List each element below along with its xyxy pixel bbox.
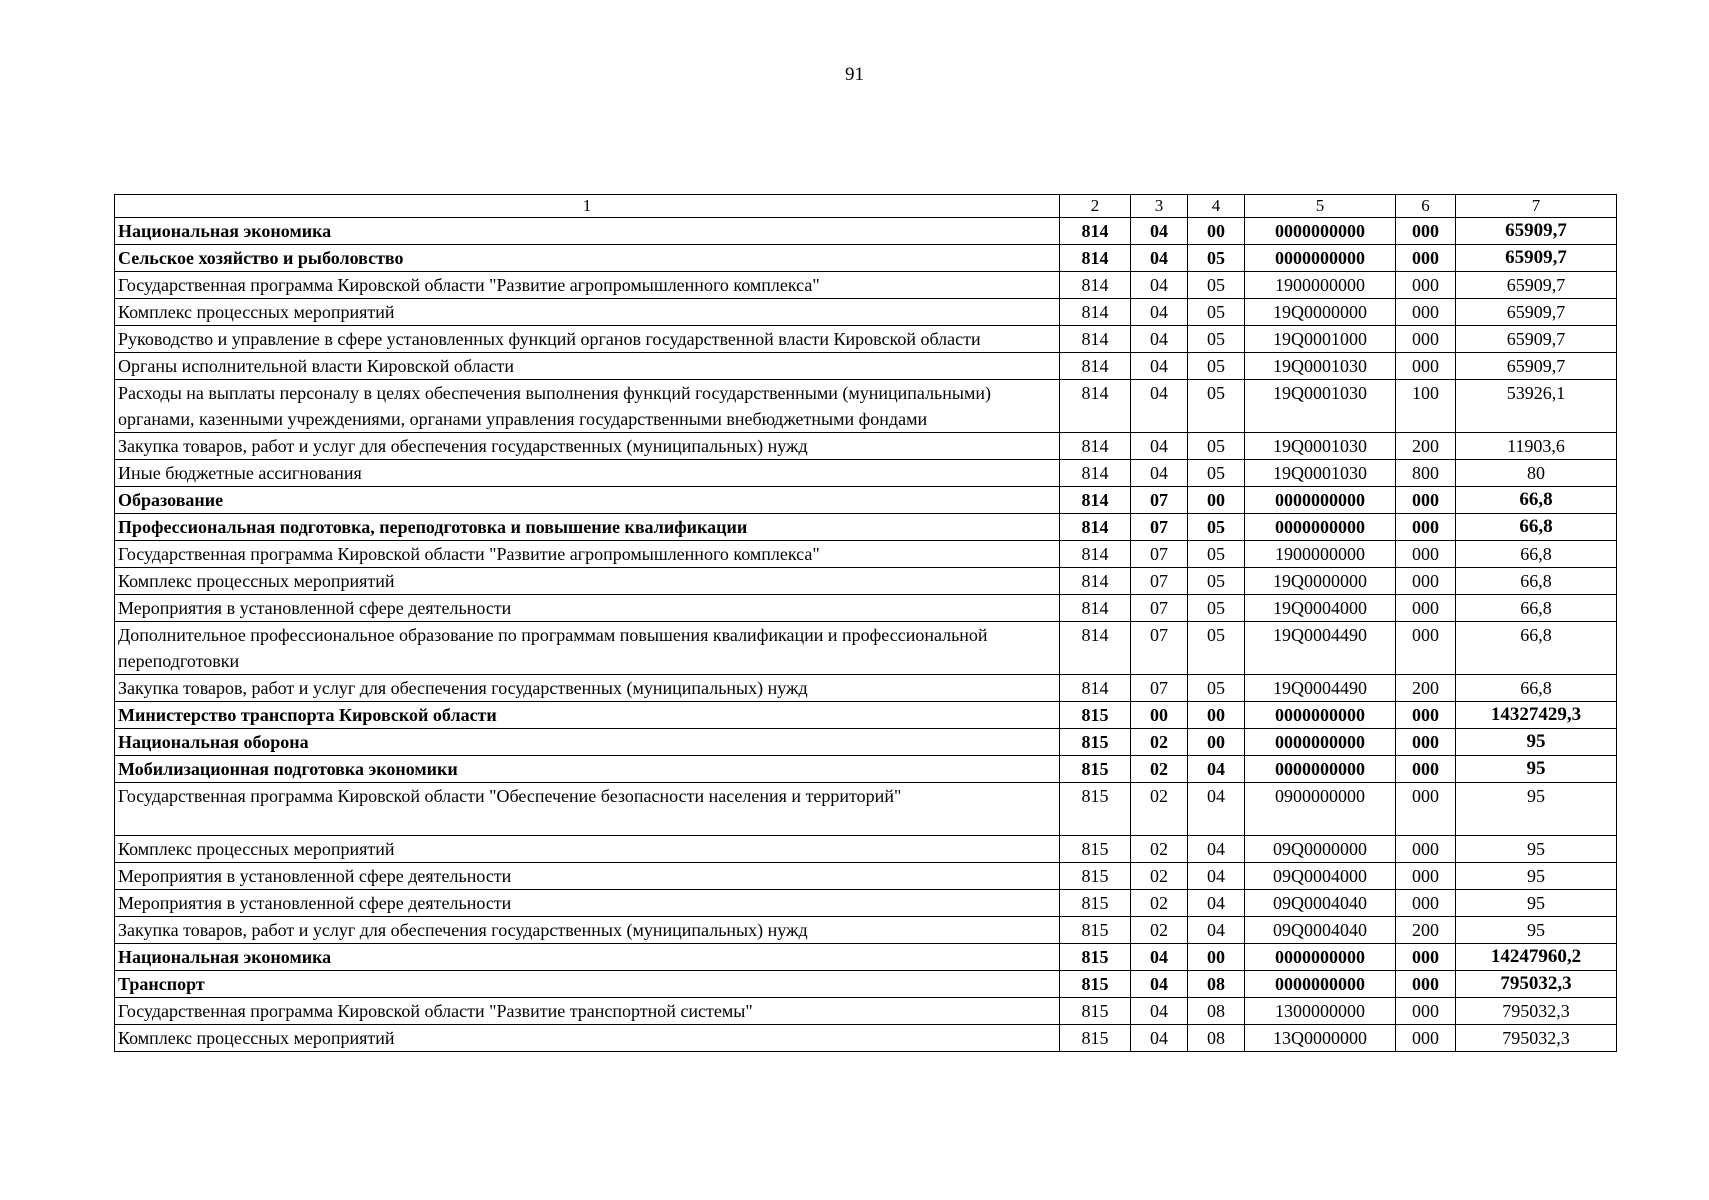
subsection-cell: 00 [1188, 944, 1245, 971]
row-name-cell: Государственная программа Кировской области "Развитие агропромышленного комплекса" [115, 272, 1060, 299]
column-number: 6 [1396, 195, 1456, 218]
subsection-cell: 00 [1188, 218, 1245, 245]
subsection-cell: 04 [1188, 863, 1245, 890]
row-name-cell: Транспорт [115, 971, 1060, 998]
section-cell: 07 [1131, 568, 1188, 595]
expense-type-cell: 000 [1396, 568, 1456, 595]
section-cell: 07 [1131, 514, 1188, 541]
section-cell: 04 [1131, 272, 1188, 299]
table-row [115, 863, 1617, 890]
amount-cell: 65909,7 [1456, 299, 1617, 326]
section-cell: 07 [1131, 487, 1188, 514]
target-article-cell: 19Q0004490 [1245, 622, 1396, 675]
subsection-cell: 04 [1188, 836, 1245, 863]
page-number: 91 [845, 64, 864, 85]
amount-cell: 66,8 [1456, 541, 1617, 568]
target-article-cell: 0000000000 [1245, 487, 1396, 514]
section-cell: 04 [1131, 245, 1188, 272]
target-article-cell: 19Q0001030 [1245, 433, 1396, 460]
row-name-cell: Национальная экономика [115, 944, 1060, 971]
row-name-cell: Министерство транспорта Кировской области [115, 702, 1060, 729]
section-cell: 02 [1131, 836, 1188, 863]
expense-type-cell: 000 [1396, 702, 1456, 729]
amount-cell: 795032,3 [1456, 998, 1617, 1025]
subsection-cell: 05 [1188, 326, 1245, 353]
amount-cell: 65909,7 [1456, 326, 1617, 353]
row-name-cell: Расходы на выплаты персоналу в целях обеспечения выполнения функций государственными (муниципальными) органами, казенными учреждениями, органами управления государственными внебюджетными фондами [115, 380, 1060, 433]
department-code-cell: 814 [1060, 353, 1131, 380]
department-code-cell: 815 [1060, 756, 1131, 783]
expense-type-cell: 000 [1396, 326, 1456, 353]
expense-type-cell: 000 [1396, 541, 1456, 568]
table-row [115, 783, 1617, 836]
subsection-cell: 04 [1188, 756, 1245, 783]
table-body [115, 195, 1617, 1052]
table-row [115, 756, 1617, 783]
department-code-cell: 814 [1060, 595, 1131, 622]
amount-cell: 14247960,2 [1456, 944, 1617, 971]
table-row [115, 514, 1617, 541]
target-article-cell: 0000000000 [1245, 245, 1396, 272]
section-cell: 07 [1131, 675, 1188, 702]
row-name-cell: Закупка товаров, работ и услуг для обеспечения государственных (муниципальных) нужд [115, 917, 1060, 944]
row-name-cell: Закупка товаров, работ и услуг для обеспечения государственных (муниципальных) нужд [115, 433, 1060, 460]
target-article-cell: 0000000000 [1245, 514, 1396, 541]
table-row [115, 917, 1617, 944]
expense-type-cell: 000 [1396, 971, 1456, 998]
section-cell: 04 [1131, 353, 1188, 380]
subsection-cell: 05 [1188, 514, 1245, 541]
department-code-cell: 814 [1060, 487, 1131, 514]
target-article-cell: 09Q0000000 [1245, 836, 1396, 863]
table-row [115, 353, 1617, 380]
row-name-cell: Закупка товаров, работ и услуг для обеспечения государственных (муниципальных) нужд [115, 675, 1060, 702]
table-row [115, 1025, 1617, 1052]
target-article-cell: 19Q0000000 [1245, 299, 1396, 326]
department-code-cell: 814 [1060, 299, 1131, 326]
table-row [115, 326, 1617, 353]
row-name-cell: Органы исполнительной власти Кировской области [115, 353, 1060, 380]
column-number: 7 [1456, 195, 1617, 218]
expense-type-cell: 000 [1396, 998, 1456, 1025]
expense-type-cell: 000 [1396, 299, 1456, 326]
section-cell: 07 [1131, 595, 1188, 622]
table-row [115, 433, 1617, 460]
row-name-cell: Сельское хозяйство и рыболовство [115, 245, 1060, 272]
department-code-cell: 814 [1060, 514, 1131, 541]
section-cell: 02 [1131, 890, 1188, 917]
amount-cell: 66,8 [1456, 595, 1617, 622]
amount-cell: 14327429,3 [1456, 702, 1617, 729]
section-cell: 02 [1131, 756, 1188, 783]
department-code-cell: 814 [1060, 326, 1131, 353]
expense-type-cell: 000 [1396, 836, 1456, 863]
section-cell: 04 [1131, 998, 1188, 1025]
department-code-cell: 814 [1060, 218, 1131, 245]
subsection-cell: 08 [1188, 1025, 1245, 1052]
target-article-cell: 0000000000 [1245, 218, 1396, 245]
expense-type-cell: 000 [1396, 622, 1456, 675]
amount-cell: 95 [1456, 729, 1617, 756]
department-code-cell: 815 [1060, 890, 1131, 917]
amount-cell: 95 [1456, 836, 1617, 863]
section-cell: 04 [1131, 1025, 1188, 1052]
table-row [115, 622, 1617, 675]
section-cell: 04 [1131, 380, 1188, 433]
expense-type-cell: 000 [1396, 863, 1456, 890]
amount-cell: 795032,3 [1456, 971, 1617, 998]
table-row [115, 380, 1617, 433]
subsection-cell: 05 [1188, 433, 1245, 460]
department-code-cell: 815 [1060, 971, 1131, 998]
table-row [115, 272, 1617, 299]
expense-type-cell: 100 [1396, 380, 1456, 433]
table-row [115, 487, 1617, 514]
row-name-cell: Мобилизационная подготовка экономики [115, 756, 1060, 783]
column-number: 3 [1131, 195, 1188, 218]
department-code-cell: 814 [1060, 541, 1131, 568]
department-code-cell: 814 [1060, 568, 1131, 595]
expense-type-cell: 000 [1396, 514, 1456, 541]
section-cell: 02 [1131, 729, 1188, 756]
row-name-cell: Мероприятия в установленной сфере деятельности [115, 863, 1060, 890]
section-cell: 04 [1131, 433, 1188, 460]
target-article-cell: 13Q0000000 [1245, 1025, 1396, 1052]
department-code-cell: 815 [1060, 998, 1131, 1025]
subsection-cell: 04 [1188, 783, 1245, 836]
column-number: 4 [1188, 195, 1245, 218]
subsection-cell: 05 [1188, 568, 1245, 595]
subsection-cell: 05 [1188, 245, 1245, 272]
expense-type-cell: 000 [1396, 245, 1456, 272]
subsection-cell: 05 [1188, 353, 1245, 380]
table-row [115, 245, 1617, 272]
amount-cell: 65909,7 [1456, 218, 1617, 245]
subsection-cell: 05 [1188, 595, 1245, 622]
table-row [115, 568, 1617, 595]
row-name-cell: Образование [115, 487, 1060, 514]
department-code-cell: 814 [1060, 433, 1131, 460]
target-article-cell: 1300000000 [1245, 998, 1396, 1025]
section-cell: 02 [1131, 863, 1188, 890]
table-row [115, 595, 1617, 622]
amount-cell: 66,8 [1456, 487, 1617, 514]
row-name-cell: Профессиональная подготовка, переподготовка и повышение квалификации [115, 514, 1060, 541]
column-number-row [115, 195, 1617, 218]
row-name-cell: Национальная экономика [115, 218, 1060, 245]
department-code-cell: 815 [1060, 836, 1131, 863]
expense-type-cell: 000 [1396, 890, 1456, 917]
department-code-cell: 815 [1060, 863, 1131, 890]
table-row [115, 541, 1617, 568]
section-cell: 00 [1131, 702, 1188, 729]
subsection-cell: 05 [1188, 675, 1245, 702]
expense-type-cell: 000 [1396, 218, 1456, 245]
target-article-cell: 19Q0001030 [1245, 460, 1396, 487]
subsection-cell: 04 [1188, 917, 1245, 944]
row-name-cell: Комплекс процессных мероприятий [115, 299, 1060, 326]
expense-type-cell: 200 [1396, 433, 1456, 460]
amount-cell: 95 [1456, 783, 1617, 836]
subsection-cell: 00 [1188, 702, 1245, 729]
section-cell: 04 [1131, 971, 1188, 998]
section-cell: 07 [1131, 541, 1188, 568]
target-article-cell: 1900000000 [1245, 272, 1396, 299]
subsection-cell: 04 [1188, 890, 1245, 917]
target-article-cell: 0900000000 [1245, 783, 1396, 836]
amount-cell: 11903,6 [1456, 433, 1617, 460]
row-name-cell: Государственная программа Кировской области "Развитие транспортной системы" [115, 998, 1060, 1025]
table-row [115, 218, 1617, 245]
department-code-cell: 814 [1060, 460, 1131, 487]
row-name-cell: Иные бюджетные ассигнования [115, 460, 1060, 487]
row-name-cell: Комплекс процессных мероприятий [115, 1025, 1060, 1052]
target-article-cell: 09Q0004000 [1245, 863, 1396, 890]
row-name-cell: Руководство и управление в сфере установленных функций органов государственной власти Кировской области [115, 326, 1060, 353]
table-row [115, 460, 1617, 487]
amount-cell: 95 [1456, 917, 1617, 944]
subsection-cell: 08 [1188, 971, 1245, 998]
expense-type-cell: 800 [1396, 460, 1456, 487]
section-cell: 07 [1131, 622, 1188, 675]
department-code-cell: 815 [1060, 1025, 1131, 1052]
amount-cell: 66,8 [1456, 622, 1617, 675]
row-name-cell: Мероприятия в установленной сфере деятельности [115, 890, 1060, 917]
subsection-cell: 00 [1188, 729, 1245, 756]
expense-type-cell: 200 [1396, 675, 1456, 702]
amount-cell: 53926,1 [1456, 380, 1617, 433]
amount-cell: 65909,7 [1456, 272, 1617, 299]
target-article-cell: 0000000000 [1245, 702, 1396, 729]
target-article-cell: 0000000000 [1245, 971, 1396, 998]
target-article-cell: 19Q0001030 [1245, 380, 1396, 433]
subsection-cell: 05 [1188, 541, 1245, 568]
row-name-cell: Комплекс процессных мероприятий [115, 568, 1060, 595]
amount-cell: 66,8 [1456, 675, 1617, 702]
target-article-cell: 0000000000 [1245, 729, 1396, 756]
subsection-cell: 05 [1188, 460, 1245, 487]
expense-type-cell: 000 [1396, 353, 1456, 380]
row-name-cell: Дополнительное профессиональное образование по программам повышения квалификации и профессиональной переподготовки [115, 622, 1060, 675]
department-code-cell: 814 [1060, 380, 1131, 433]
subsection-cell: 05 [1188, 380, 1245, 433]
department-code-cell: 815 [1060, 729, 1131, 756]
department-code-cell: 814 [1060, 245, 1131, 272]
department-code-cell: 815 [1060, 702, 1131, 729]
table-row [115, 299, 1617, 326]
expense-type-cell: 000 [1396, 272, 1456, 299]
amount-cell: 795032,3 [1456, 1025, 1617, 1052]
row-name-cell: Мероприятия в установленной сфере деятельности [115, 595, 1060, 622]
target-article-cell: 19Q0001030 [1245, 353, 1396, 380]
subsection-cell: 00 [1188, 487, 1245, 514]
amount-cell: 95 [1456, 890, 1617, 917]
amount-cell: 66,8 [1456, 568, 1617, 595]
column-number: 5 [1245, 195, 1396, 218]
section-cell: 04 [1131, 299, 1188, 326]
table-row [115, 890, 1617, 917]
table-row [115, 729, 1617, 756]
expense-type-cell: 000 [1396, 487, 1456, 514]
target-article-cell: 0000000000 [1245, 756, 1396, 783]
department-code-cell: 815 [1060, 783, 1131, 836]
subsection-cell: 05 [1188, 272, 1245, 299]
budget-table [114, 194, 1617, 1052]
target-article-cell: 19Q0004000 [1245, 595, 1396, 622]
row-name-cell: Национальная оборона [115, 729, 1060, 756]
target-article-cell: 19Q0004490 [1245, 675, 1396, 702]
expense-type-cell: 000 [1396, 1025, 1456, 1052]
target-article-cell: 09Q0004040 [1245, 890, 1396, 917]
amount-cell: 65909,7 [1456, 353, 1617, 380]
amount-cell: 95 [1456, 756, 1617, 783]
department-code-cell: 814 [1060, 675, 1131, 702]
subsection-cell: 08 [1188, 998, 1245, 1025]
section-cell: 04 [1131, 460, 1188, 487]
column-number: 2 [1060, 195, 1131, 218]
department-code-cell: 815 [1060, 944, 1131, 971]
target-article-cell: 19Q0001000 [1245, 326, 1396, 353]
row-name-cell: Государственная программа Кировской области "Развитие агропромышленного комплекса" [115, 541, 1060, 568]
row-name-cell: Государственная программа Кировской области "Обеспечение безопасности населения и территорий" [115, 783, 1060, 836]
section-cell: 04 [1131, 218, 1188, 245]
table-row [115, 971, 1617, 998]
department-code-cell: 814 [1060, 622, 1131, 675]
section-cell: 02 [1131, 783, 1188, 836]
expense-type-cell: 200 [1396, 917, 1456, 944]
expense-type-cell: 000 [1396, 783, 1456, 836]
department-code-cell: 814 [1060, 272, 1131, 299]
row-name-cell: Комплекс процессных мероприятий [115, 836, 1060, 863]
table-row [115, 675, 1617, 702]
expense-type-cell: 000 [1396, 944, 1456, 971]
subsection-cell: 05 [1188, 622, 1245, 675]
section-cell: 04 [1131, 326, 1188, 353]
expense-type-cell: 000 [1396, 595, 1456, 622]
target-article-cell: 19Q0000000 [1245, 568, 1396, 595]
amount-cell: 66,8 [1456, 514, 1617, 541]
table-row [115, 702, 1617, 729]
table-row [115, 944, 1617, 971]
target-article-cell: 09Q0004040 [1245, 917, 1396, 944]
expense-type-cell: 000 [1396, 756, 1456, 783]
target-article-cell: 0000000000 [1245, 944, 1396, 971]
table-row [115, 836, 1617, 863]
table-row [115, 998, 1617, 1025]
section-cell: 02 [1131, 917, 1188, 944]
amount-cell: 80 [1456, 460, 1617, 487]
subsection-cell: 05 [1188, 299, 1245, 326]
expense-type-cell: 000 [1396, 729, 1456, 756]
amount-cell: 65909,7 [1456, 245, 1617, 272]
column-number: 1 [115, 195, 1060, 218]
amount-cell: 95 [1456, 863, 1617, 890]
section-cell: 04 [1131, 944, 1188, 971]
department-code-cell: 815 [1060, 917, 1131, 944]
target-article-cell: 1900000000 [1245, 541, 1396, 568]
